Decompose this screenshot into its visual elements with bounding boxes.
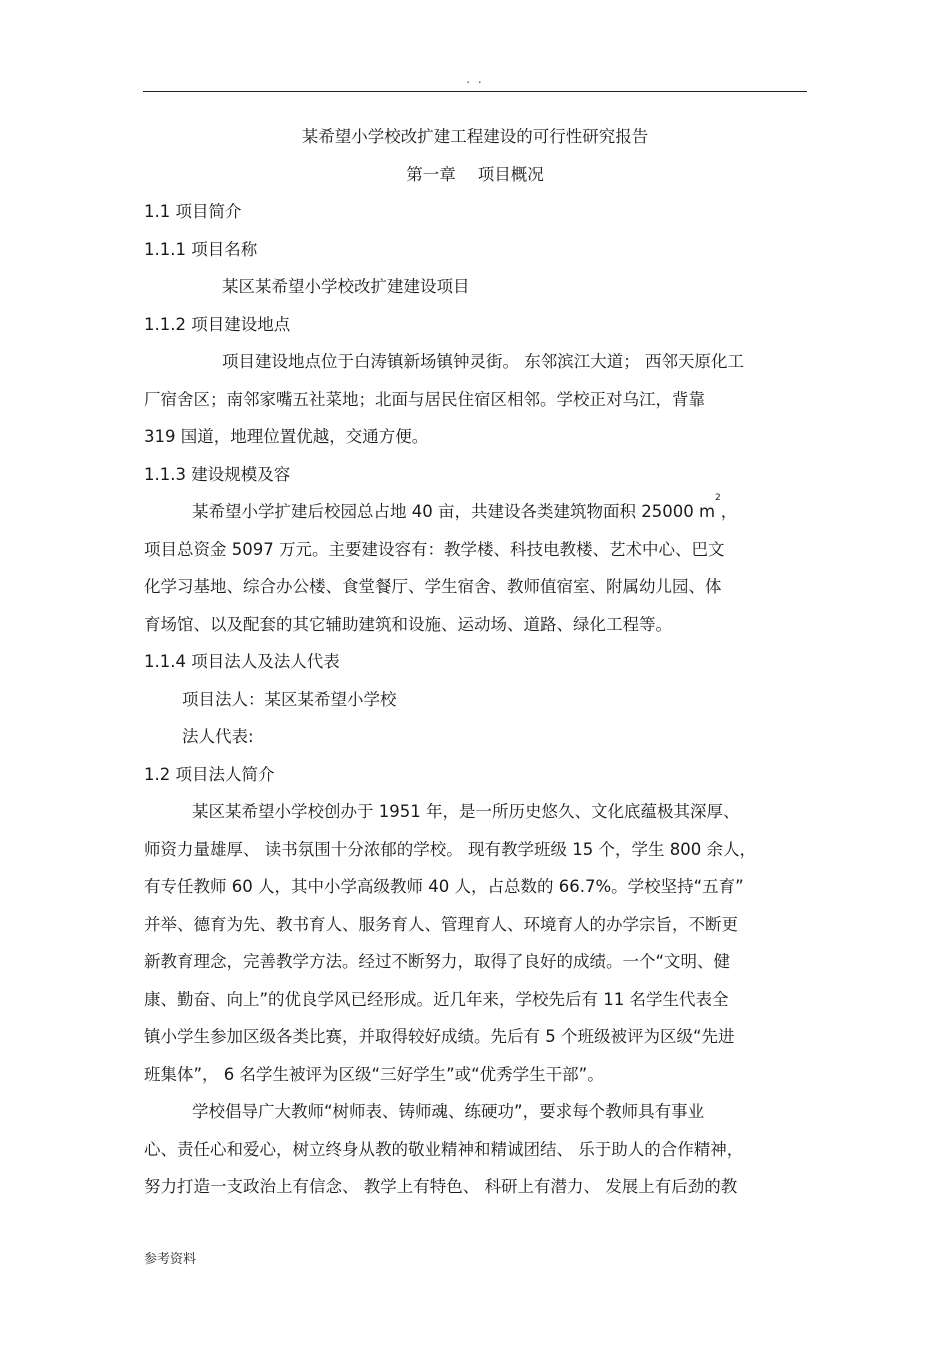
scale-line bbox=[144, 493, 806, 531]
section-1-2-heading: 1.2 项目法人简介 bbox=[144, 764, 275, 784]
chapter-heading bbox=[144, 156, 806, 194]
intro-line: 并举、德育为先、教书育人、服务育人、管理育人、环境育人的办学宗旨，不断更 bbox=[144, 914, 738, 934]
section-1-1-2-heading: 1.1.2 项目建设地点 bbox=[144, 314, 291, 334]
scale-line: 化学习基地、综合办公楼、食堂餐厅、学生宿舍、教师值宿室、附属幼儿园、体 bbox=[144, 577, 722, 596]
legal-person-text: 项目法人：某区某希望小学校 bbox=[182, 689, 397, 709]
intro-line: 有专任教师 60 人，其中小学高级教师 40 人，占总数的 66.7%。学校坚持“五育” bbox=[144, 877, 744, 896]
header-dots: . . bbox=[466, 72, 484, 86]
legal-rep-text: 法人代表: bbox=[182, 727, 254, 746]
intro-line: 师资力量雄厚、 读书氛围十分浓郁的学校。 现有教学班级 15 个，学生 800 余人， bbox=[144, 839, 756, 859]
location-line: 厂宿舍区；南邻家嘴五社菜地；北面与居民住宿区相邻。学校正对乌江，背靠 bbox=[144, 389, 705, 409]
scale-line: 项目总资金 5097 万元。主要建设容有：教学楼、科技电教楼、艺术中心、巴文 bbox=[144, 539, 725, 559]
intro-line: 康、勤奋、向上”的优良学风已经形成。近几年来，学校先后有 11 名学生代表全 bbox=[144, 989, 729, 1009]
scale-line: 育场馆、以及配套的其它辅助建筑和设施、运动场、道路、绿化工程等。 bbox=[144, 614, 672, 634]
chapter-number: 第一章 bbox=[406, 164, 456, 184]
chapter-name: 项目概况 bbox=[477, 164, 544, 184]
scale-text: 某希望小学扩建后校园总占地 40 亩，共建设各类建筑物面积 25000 m bbox=[192, 502, 716, 521]
section-1-1-3-heading: 1.1.3 建设规模及容 bbox=[144, 464, 291, 484]
intro-line: 镇小学生参加区级各类比赛，并取得较好成绩。先后有 5 个班级被评为区级“先进 bbox=[144, 1027, 735, 1046]
teachers-line: 学校倡导广大教师“树师表、铸师魂、练硬功”，要求每个教师具有事业 bbox=[192, 1102, 705, 1121]
document-title: 某希望小学校改扩建工程建设的可行性研究报告 bbox=[301, 127, 649, 146]
footer-label: 参考资料 bbox=[144, 1252, 197, 1267]
section-1-1-4-heading: 1.1.4 项目法人及法人代表 bbox=[144, 652, 340, 671]
area-unit-superscript: 2 bbox=[715, 493, 721, 503]
document-body bbox=[144, 118, 806, 1206]
intro-line: 新教育理念，完善教学方法。经过不断努力，取得了良好的成绩。一个“文明、健 bbox=[144, 952, 731, 971]
teachers-line: 心、责任心和爱心，树立终身从教的敬业精神和精诚团结、 乐于助人的合作精神， bbox=[144, 1139, 744, 1159]
header-rule bbox=[143, 91, 807, 92]
teachers-line: 努力打造一支政治上有信念、 教学上有特色、 科研上有潜力、 发展上有后劲的教 bbox=[144, 1177, 738, 1196]
project-name-text: 某区某希望小学校改扩建建设项目 bbox=[222, 277, 470, 296]
location-line: 319 国道，地理位置优越，交通方便。 bbox=[144, 427, 429, 446]
section-1-1-heading: 1.1 项目简介 bbox=[144, 202, 242, 221]
intro-line: 班集体”， 6 名学生被评为区级“三好学生”或“优秀学生干部”。 bbox=[144, 1064, 604, 1084]
scale-punct: ， bbox=[720, 502, 738, 521]
location-line: 项目建设地点位于白涛镇新场镇钟灵街。 东邻滨江大道； 西邻天原化工 bbox=[222, 352, 744, 371]
section-1-1-1-heading: 1.1.1 项目名称 bbox=[144, 239, 258, 259]
intro-line: 某区某希望小学校创办于 1951 年，是一所历史悠久、文化底蕴极其深厚、 bbox=[192, 802, 740, 821]
